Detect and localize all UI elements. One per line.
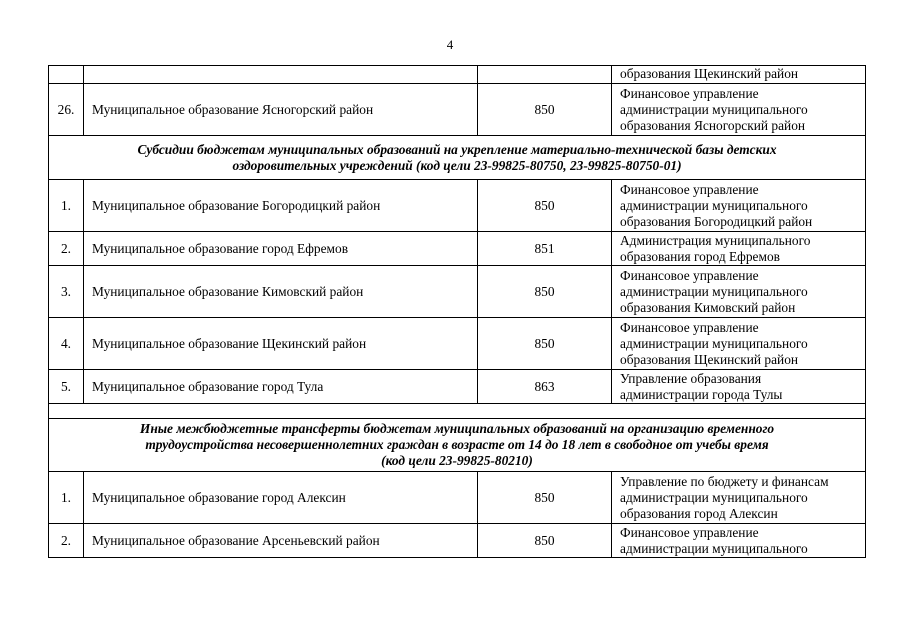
section-title: [49, 136, 866, 180]
administrator-line: Финансовое управление: [620, 181, 759, 197]
administrator-line: Управление по бюджету и финансам: [620, 473, 829, 489]
municipality-name-cell: Муниципальное образование Богородицкий район: [84, 180, 478, 232]
administrator-line: Финансовое управление: [620, 319, 759, 335]
administrator-line: администрации города Тулы: [620, 386, 783, 402]
administrator-line: образования город Алексин: [620, 505, 778, 521]
table-row: [49, 524, 866, 558]
administrator-cell: [612, 180, 866, 232]
section-title-line: трудоустройства несовершеннолетних граждан в возрасте от 14 до 18 лет в свободное от учебы время: [145, 437, 769, 452]
row-number-cell: 26.: [49, 84, 84, 136]
section-header-row: [49, 419, 866, 472]
administrator-line: администрации муниципального: [620, 335, 808, 351]
municipality-name-cell: [84, 66, 478, 84]
section-title-line: Субсидии бюджетам муниципальных образований на укрепление материально-технической базы детских: [137, 141, 777, 157]
budget-code-cell: 863: [478, 370, 612, 404]
table-row: [49, 84, 866, 136]
table-body: [49, 66, 866, 558]
municipality-name-cell: Муниципальное образование город Ефремов: [84, 232, 478, 266]
budget-code-cell: 850: [478, 318, 612, 370]
municipality-name-cell: Муниципальное образование Кимовский район: [84, 266, 478, 318]
administrator-line: образования Кимовский район: [620, 299, 796, 315]
municipality-name-cell: Муниципальное образование город Алексин: [84, 472, 478, 524]
row-number-cell: 1.: [49, 180, 84, 232]
table-row: [49, 318, 866, 370]
administrator-line: Финансовое управление: [620, 85, 759, 101]
table-row: [49, 66, 866, 84]
row-number-cell: 2.: [49, 524, 84, 558]
administrator-cell: [612, 84, 866, 136]
table-row: [49, 266, 866, 318]
section-title-line: Иные межбюджетные трансферты бюджетам муниципальных образований на организацию временного: [139, 421, 775, 436]
administrator-cell: [612, 66, 866, 84]
section-title: [49, 419, 866, 472]
municipality-name-cell: Муниципальное образование город Тула: [84, 370, 478, 404]
section-header-row: [49, 136, 866, 180]
administrator-line: администрации муниципального: [620, 540, 808, 556]
spacer-row: [49, 404, 866, 419]
table-row: [49, 472, 866, 524]
budget-code-cell: 850: [478, 84, 612, 136]
table-row: [49, 180, 866, 232]
administrator-line: Финансовое управление: [620, 267, 759, 283]
allocation-table: [48, 65, 866, 558]
administrator-line: Администрация муниципального: [620, 232, 811, 248]
section-title-line: (код цели 23-99825-80210): [381, 453, 533, 468]
page-number: 4: [446, 37, 454, 52]
administrator-cell: [612, 266, 866, 318]
administrator-line: образования Богородицкий район: [620, 213, 813, 229]
administrator-line: администрации муниципального: [620, 101, 808, 117]
administrator-cell: [612, 370, 866, 404]
administrator-line: образования Щекинский район: [620, 351, 799, 367]
table-row: [49, 232, 866, 266]
budget-code-cell: 851: [478, 232, 612, 266]
administrator-cell: [612, 524, 866, 558]
administrator-line: Управление образования: [620, 370, 762, 386]
spacer-cell: [49, 404, 866, 419]
row-number-cell: 2.: [49, 232, 84, 266]
municipality-name-cell: Муниципальное образование Ясногорский район: [84, 84, 478, 136]
administrator-line: образования Ясногорский район: [620, 117, 806, 133]
administrator-line: Финансовое управление: [620, 524, 759, 540]
row-number-cell: 4.: [49, 318, 84, 370]
administrator-line: администрации муниципального: [620, 197, 808, 213]
municipality-name-cell: Муниципальное образование Арсеньевский район: [84, 524, 478, 558]
row-number-cell: 5.: [49, 370, 84, 404]
row-number-cell: 3.: [49, 266, 84, 318]
administrator-cell: [612, 318, 866, 370]
row-number-cell: 1.: [49, 472, 84, 524]
administrator-cell: [612, 232, 866, 266]
table-row: [49, 370, 866, 404]
administrator-cell: [612, 472, 866, 524]
administrator-line: образования Щекинский район: [620, 66, 799, 81]
administrator-line: администрации муниципального: [620, 489, 808, 505]
budget-code-cell: 850: [478, 524, 612, 558]
budget-code-cell: 850: [478, 266, 612, 318]
budget-code-cell: 850: [478, 472, 612, 524]
administrator-line: образования город Ефремов: [620, 248, 780, 264]
section-title-line: оздоровительных учреждений (код цели 23-99825-80750, 23-99825-80750-01): [232, 157, 682, 173]
budget-code-cell: [478, 66, 612, 84]
row-number-cell: [49, 66, 84, 84]
administrator-line: администрации муниципального: [620, 283, 808, 299]
budget-code-cell: 850: [478, 180, 612, 232]
municipality-name-cell: Муниципальное образование Щекинский район: [84, 318, 478, 370]
